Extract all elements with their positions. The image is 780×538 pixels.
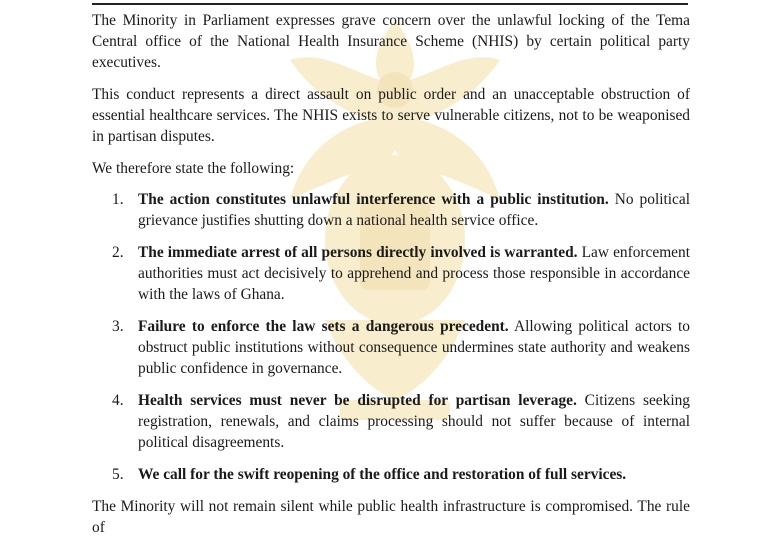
demands-list	[92, 189, 690, 485]
item-number: 2.	[112, 244, 124, 261]
statement-body	[92, 10, 690, 538]
item-number: 3.	[112, 318, 124, 335]
item-lead: Health services must never be disrupted for partisan leverage.	[138, 392, 577, 409]
closing-paragraph: The Minority will not remain silent while public health infrastructure is compromised. The rule of	[92, 498, 690, 536]
item-text: Allowing political actors to obstruct public institutions without consequence undermines state authority and weakens public confidence in governance.	[138, 318, 690, 377]
list-item	[92, 189, 690, 231]
item-text: Law enforcement authorities must act decisively to apprehend and process those responsible in accordance with the laws of Ghana.	[138, 244, 690, 303]
item-text: No political grievance justifies shutting down a national health service office.	[138, 191, 690, 229]
header-rule	[92, 3, 688, 5]
item-lead: We call for the swift reopening of the office and restoration of full services.	[138, 466, 627, 483]
conduct-paragraph: This conduct represents a direct assault on public order and an unacceptable obstruction of essential healthcare services. The NHIS exists to serve vulnerable citizens, not to be weaponised in partisan disputes.	[92, 86, 690, 145]
item-number: 1.	[112, 191, 124, 208]
list-item	[92, 464, 690, 485]
item-lead: The action constitutes unlawful interference with a public institution.	[138, 191, 609, 208]
item-text: Citizens seeking registration, renewals, and claims processing should not suffer because of internal political disagreements.	[138, 392, 690, 451]
list-item	[92, 390, 690, 453]
item-number: 5.	[112, 466, 124, 483]
item-lead: Failure to enforce the law sets a dangerous precedent.	[138, 318, 509, 335]
list-item	[92, 242, 690, 305]
item-lead: The immediate arrest of all persons directly involved is warranted.	[138, 244, 578, 261]
list-intro: We therefore state the following:	[92, 160, 295, 177]
intro-paragraph: The Minority in Parliament expresses grave concern over the unlawful locking of the Tema Central office of the National Health Insurance Scheme (NHIS) by certain political party executives.	[92, 12, 690, 71]
item-number: 4.	[112, 392, 124, 409]
list-item	[92, 316, 690, 379]
